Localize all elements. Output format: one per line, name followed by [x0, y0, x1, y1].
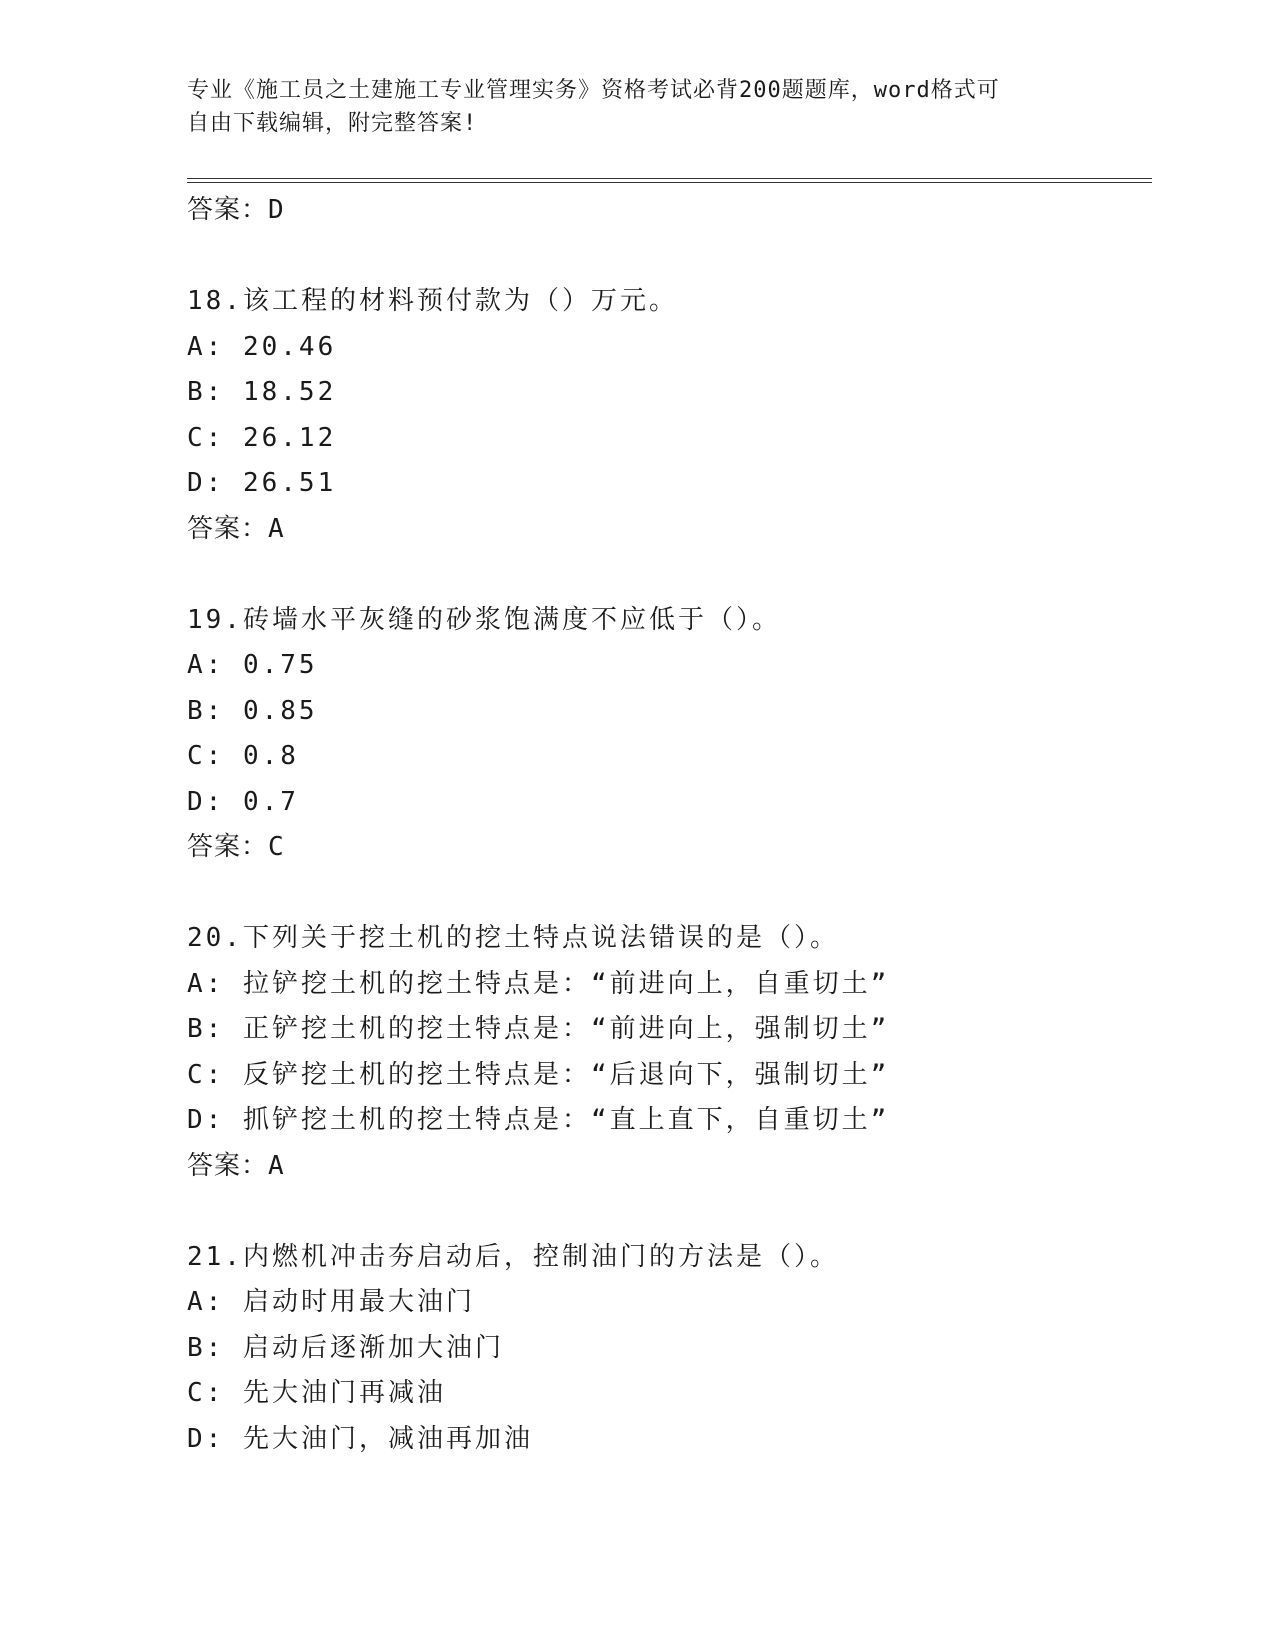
- option-b: B: 18.52: [187, 377, 337, 407]
- option-d: D: 抓铲挖土机的挖土特点是：“直上直下，自重切土”: [187, 1105, 890, 1135]
- question-item: [187, 598, 1152, 871]
- option-d: D: 0.7: [187, 786, 299, 817]
- option-c: C: 0.8: [187, 741, 299, 771]
- question-item: [187, 279, 1152, 552]
- option-b: B: 正铲挖土机的挖土特点是：“前进向上，强制切土”: [187, 1014, 890, 1044]
- answer-line: 答案：C: [187, 832, 285, 862]
- answer-line: 答案：A: [187, 1150, 285, 1181]
- option-b: B: 启动后逐渐加大油门: [187, 1332, 504, 1363]
- option-c: C: 反铲挖土机的挖土特点是：“后退向下，强制切土”: [187, 1059, 890, 1090]
- document-header: [187, 74, 1087, 140]
- option-a: A: 启动时用最大油门: [187, 1287, 475, 1317]
- option-a: A: 拉铲挖土机的挖土特点是：“前进向上，自重切土”: [187, 968, 890, 999]
- spacer: [187, 1189, 1152, 1235]
- option-d: D: 先大油门，减油再加油: [187, 1423, 533, 1454]
- option-a: A: 20.46: [187, 331, 337, 362]
- question-stem: 18.该工程的材料预付款为（）万元。: [187, 286, 678, 316]
- option-a: A: 0.75: [187, 650, 318, 680]
- answer-line: 答案：D: [187, 195, 285, 225]
- question-item: [187, 1235, 1152, 1463]
- header-divider: [187, 178, 1152, 183]
- question-list: [187, 188, 1152, 1462]
- option-d: D: 26.51: [187, 468, 337, 498]
- spacer: [187, 552, 1152, 598]
- option-c: C: 26.12: [187, 422, 337, 453]
- answer-line: 答案：A: [187, 513, 285, 544]
- spacer: [187, 234, 1152, 280]
- spacer: [187, 871, 1152, 917]
- question-stem: 21.内燃机冲击夯启动后，控制油门的方法是（）。: [187, 1241, 839, 1272]
- question-item: [187, 916, 1152, 1189]
- header-line-2: 自由下载编辑，附完整答案!: [187, 111, 478, 136]
- option-b: B: 0.85: [187, 695, 318, 726]
- header-line-1: 专业《施工员之土建施工专业管理实务》资格考试必背200题题库，word格式可: [187, 78, 1000, 103]
- question-stem: 20.下列关于挖土机的挖土特点说法错误的是（）。: [187, 923, 839, 953]
- option-c: C: 先大油门再减油: [187, 1378, 446, 1408]
- question-stem: 19.砖墙水平灰缝的砂浆饱满度不应低于（）。: [187, 604, 781, 635]
